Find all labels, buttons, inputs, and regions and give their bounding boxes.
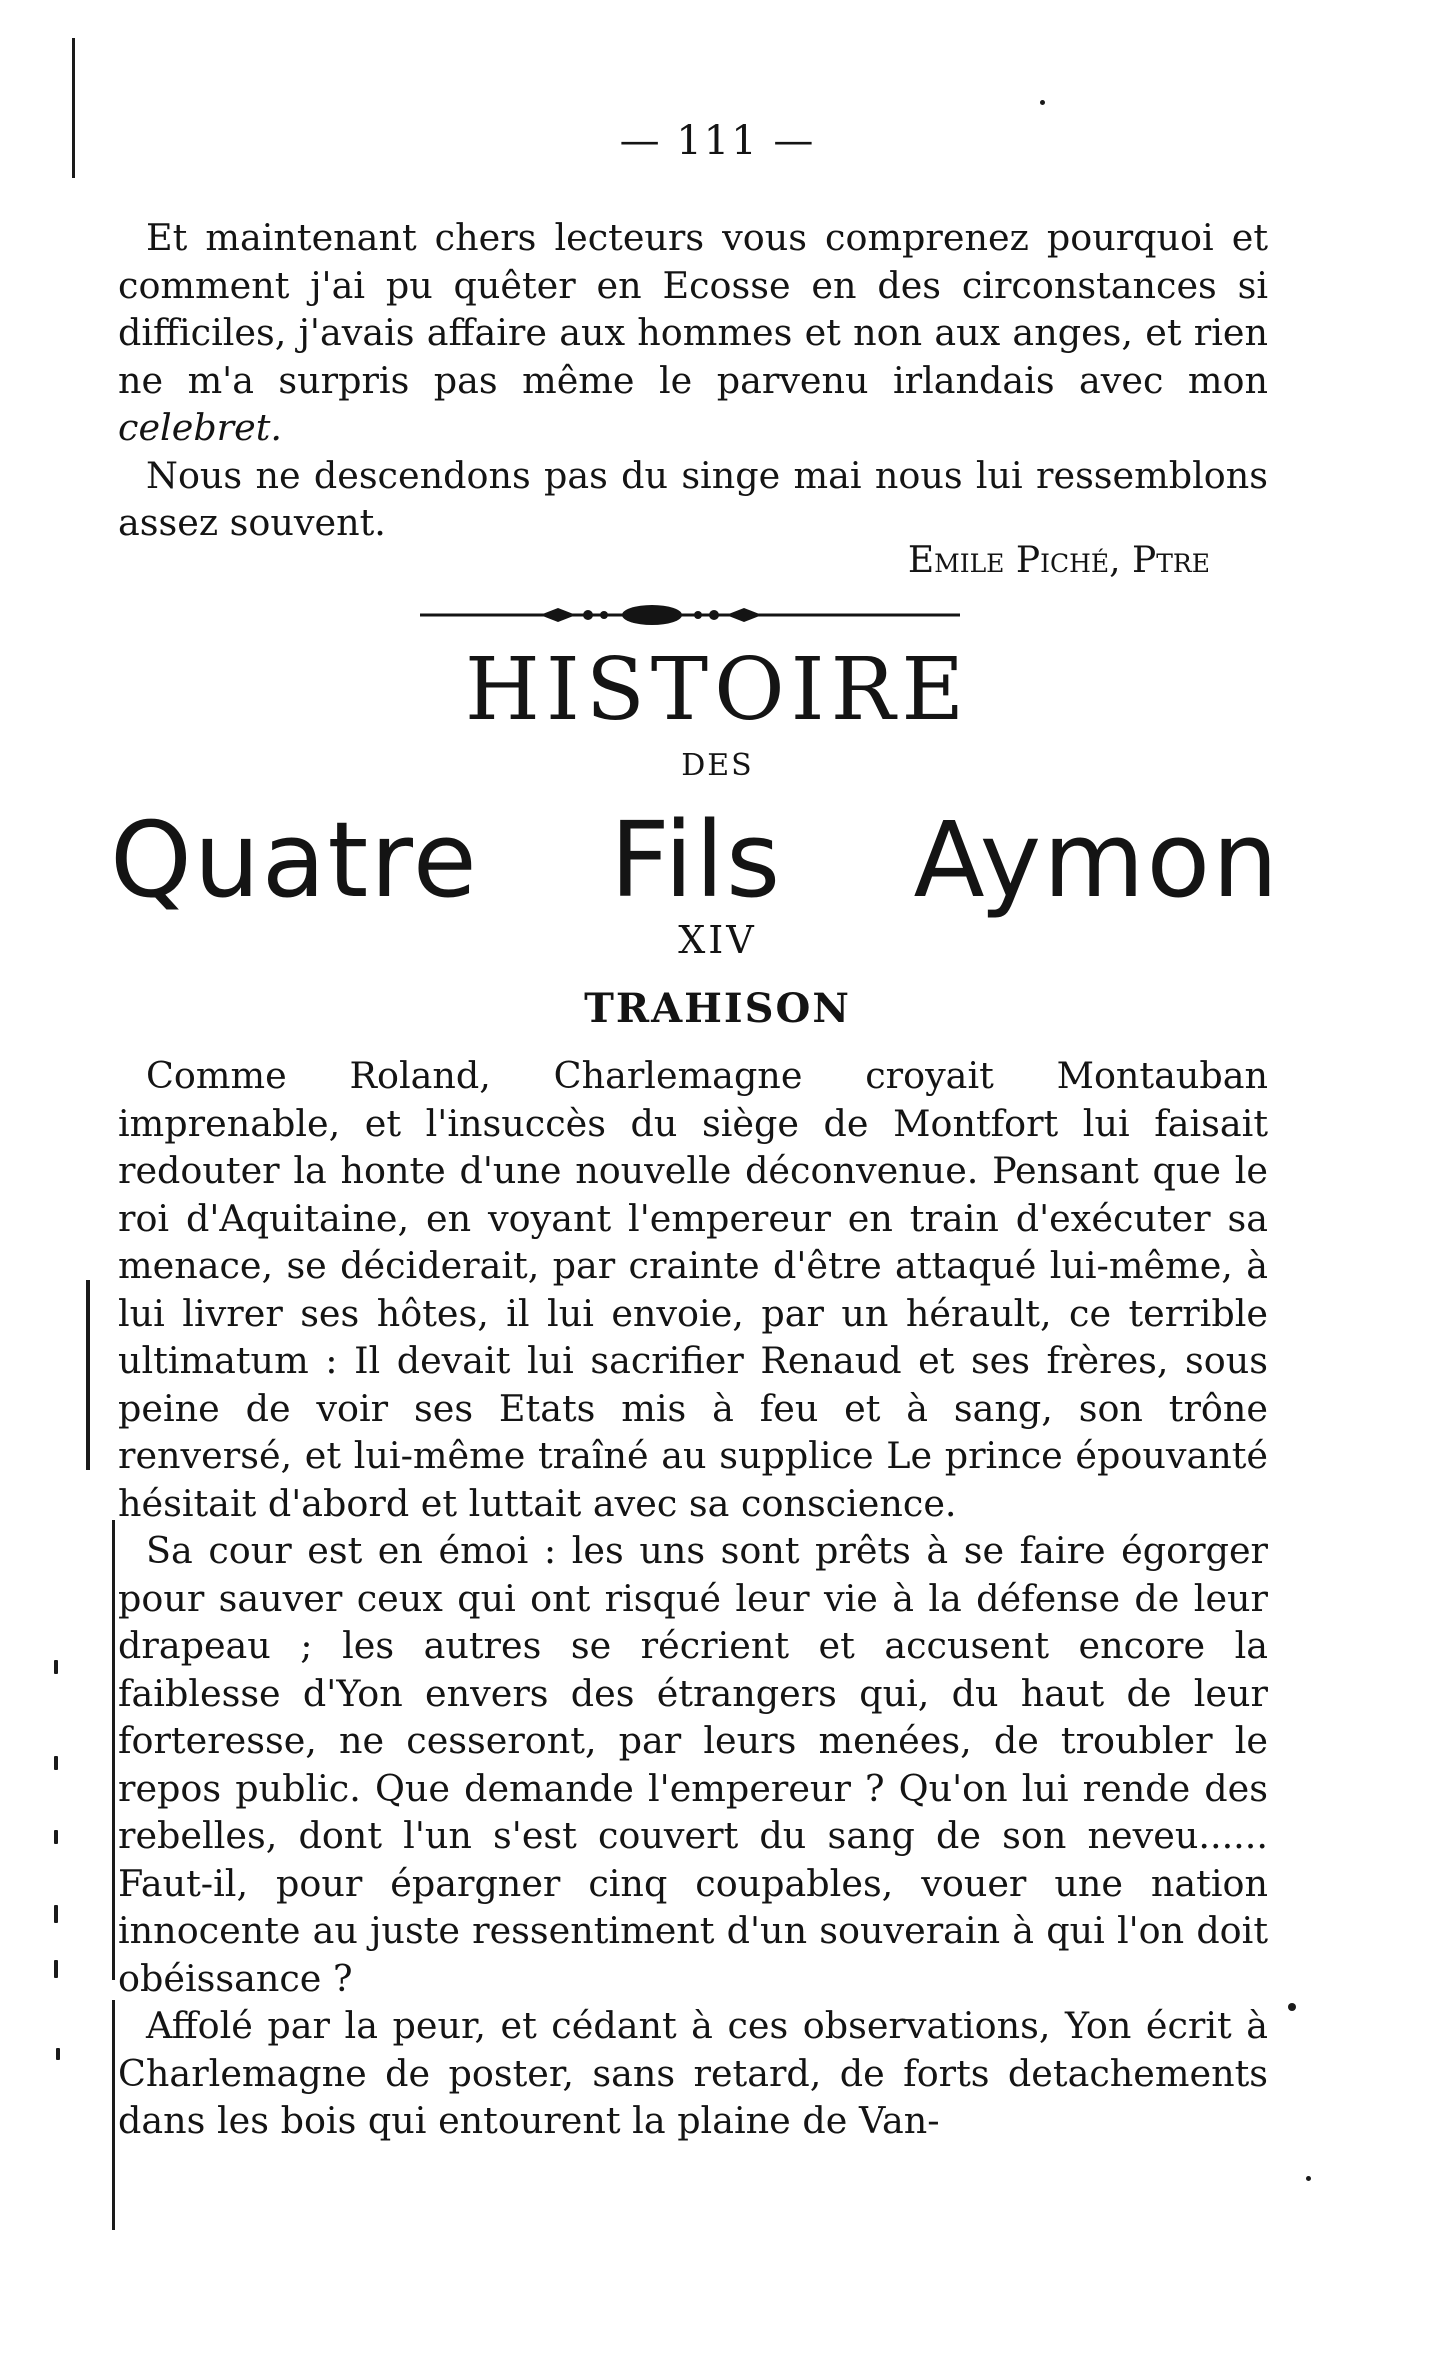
scan-speck	[54, 1830, 58, 1844]
heading-subject-word: Aymon	[913, 799, 1280, 921]
body-text	[118, 1052, 1268, 2145]
body-paragraph-1: Comme Roland, Charlemagne croyait Montauban imprenable, et l'insuccès du siège de Montfort lui faisait redouter la honte d'une nouvelle déconvenue. Pensant que le roi d'Aquitaine, en voyant l'empereur en train d'exécuter sa menace, se déciderait, par crainte d'être attaqué lui-même, à lui livrer ses hôtes, il lui envoie, par un hérault, ce terrible ultimatum : Il devait lui sacrifier Renaud et ses frères, sous peine de voir ses Etats mis à feu et à sang, son trône renversé, et lui-même traîné au supplice Le prince épouvanté hésitait d'abord et luttait avec sa conscience.	[118, 1054, 1268, 1525]
chapter-number: XIV	[678, 918, 757, 962]
heading-title: HISTOIRE	[464, 640, 971, 740]
heading-subject	[110, 800, 1280, 920]
chapter-title: TRAHISON	[584, 985, 851, 1032]
body-paragraph-2: Sa cour est en émoi : les uns sont prêts à se faire égorger pour sauver ceux qui ont risqué leur vie à la défense de leur drapeau ; les autres se récrient et accusent encore la faiblesse d'Yon envers des étrangers qui, du haut de leur forteresse, ne cesseront, par leurs menées, de troubler le repos public. Que demande l'empereur ? Qu'on lui rende des rebelles, dont l'un s'est couvert du sang de son neveu...... Faut-il, pour épargner cinq coupables, vouer une nation innocente au juste ressentiment d'un souverain à qui l'on doit obéissance ?	[118, 1529, 1268, 2000]
scan-speck	[56, 2048, 60, 2060]
heading-des: DES	[681, 748, 754, 783]
left-margin-rule-lower	[112, 1520, 115, 1980]
ornament-divider	[420, 600, 960, 630]
scan-speck	[1306, 2176, 1311, 2181]
heading-subject-word: Fils	[610, 799, 783, 921]
body-paragraph-3: Affolé par la peur, et cédant à ces observations, Yon écrit à Charlemagne de poster, sans retard, de forts detachements dans les bois qui entourent la plaine de Van-	[118, 2004, 1268, 2142]
left-margin-rule-bottom	[112, 2000, 115, 2230]
scan-speck	[54, 1756, 58, 1770]
page-number: — 111 —	[619, 118, 816, 164]
intro-paragraph	[118, 214, 1268, 452]
scan-speck	[54, 1660, 58, 1674]
author-signature: Emile Piché, Ptre	[907, 540, 1210, 581]
scan-speck	[54, 1960, 58, 1978]
scan-speck	[1040, 100, 1045, 105]
intro-text	[118, 214, 1268, 547]
left-margin-rule-middle	[86, 1280, 90, 1470]
heading-subject-word: Quatre	[110, 799, 479, 921]
intro-paragraph-italic: celebret.	[118, 406, 283, 449]
scan-speck	[1288, 2003, 1296, 2011]
intro-paragraph-2: Nous ne descendons pas du singe mai nous lui ressemblons assez souvent.	[118, 453, 1268, 544]
scan-speck	[54, 1905, 58, 1923]
intro-paragraph-text: Et maintenant chers lecteurs vous comprenez pourquoi et comment j'ai pu quêter en Ecosse en des circonstances si difficiles, j'avais affaire aux hommes et non aux anges, et rien ne m'a surpris pas même le parvenu irlandais avec mon	[118, 216, 1268, 402]
